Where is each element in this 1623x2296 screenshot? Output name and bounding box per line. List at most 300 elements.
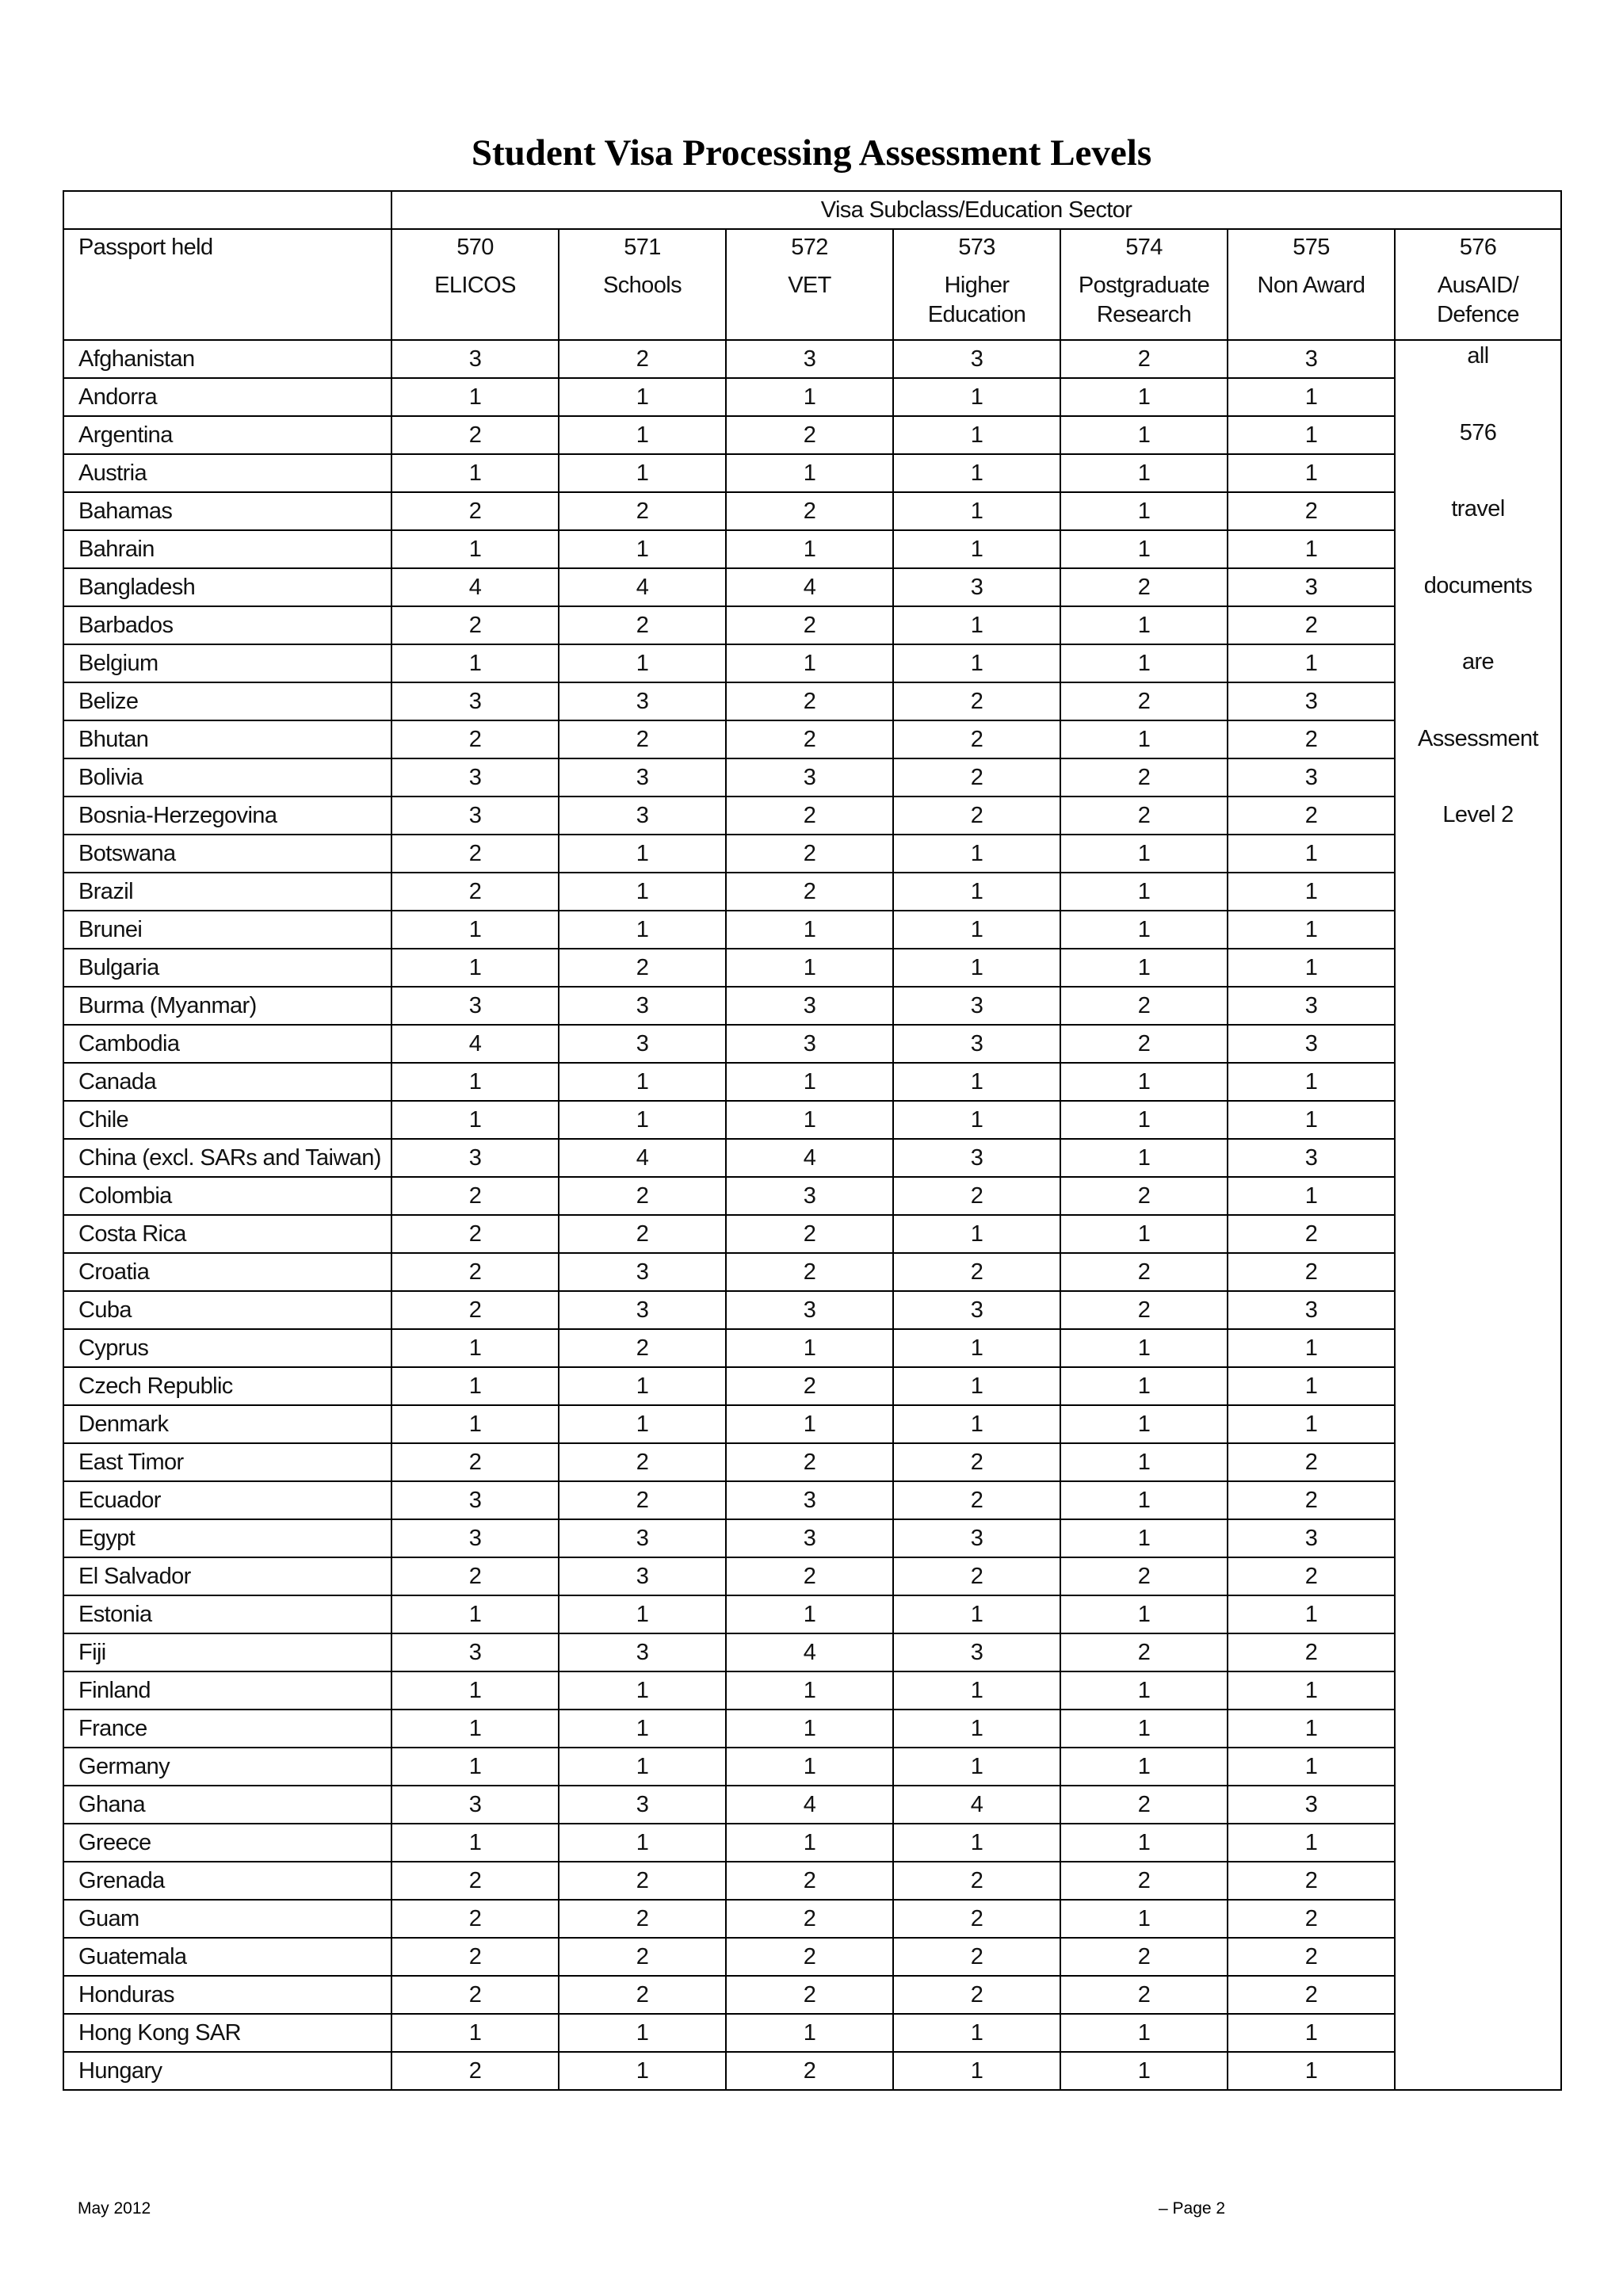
country-cell: China (excl. SARs and Taiwan) — [63, 1139, 391, 1177]
table-row — [63, 1710, 1561, 1748]
level-cell: 2 — [391, 1976, 559, 2014]
level-cell: 1 — [1060, 1443, 1228, 1481]
level-cell: 2 — [893, 1862, 1060, 1900]
level-cell: 1 — [1060, 606, 1228, 644]
level-cell: 1 — [1060, 1824, 1228, 1862]
level-cell: 1 — [726, 454, 893, 492]
level-cell: 2 — [1060, 1025, 1228, 1063]
level-cell: 3 — [1228, 568, 1395, 606]
country-cell: Bhutan — [63, 720, 391, 758]
level-cell: 2 — [559, 1443, 726, 1481]
level-cell: 2 — [559, 949, 726, 987]
sector-name: VET — [788, 273, 831, 298]
level-cell: 3 — [893, 987, 1060, 1025]
level-cell: 1 — [893, 1063, 1060, 1101]
level-cell: 1 — [1060, 949, 1228, 987]
level-cell: 1 — [1060, 1101, 1228, 1139]
level-cell: 2 — [391, 606, 559, 644]
table-row — [63, 835, 1561, 873]
level-cell: 2 — [559, 340, 726, 378]
level-cell: 1 — [559, 1367, 726, 1405]
level-cell: 2 — [1060, 1557, 1228, 1595]
level-cell: 1 — [559, 454, 726, 492]
sector-name: Non Award — [1257, 273, 1365, 298]
level-cell: 4 — [391, 1025, 559, 1063]
level-cell: 2 — [559, 1862, 726, 1900]
level-cell: 2 — [559, 492, 726, 530]
level-cell: 2 — [893, 1557, 1060, 1595]
level-cell: 1 — [1060, 1367, 1228, 1405]
level-cell: 2 — [1228, 1862, 1395, 1900]
level-cell: 1 — [893, 949, 1060, 987]
sector-code: 570 — [456, 235, 494, 260]
level-cell: 1 — [1060, 644, 1228, 682]
level-cell: 2 — [726, 873, 893, 911]
level-cell: 3 — [726, 340, 893, 378]
level-cell: 2 — [1060, 1633, 1228, 1671]
level-cell: 1 — [391, 911, 559, 949]
level-cell: 3 — [893, 1633, 1060, 1671]
level-cell: 1 — [1060, 1748, 1228, 1786]
level-cell: 2 — [726, 606, 893, 644]
level-cell: 3 — [391, 1519, 559, 1557]
level-cell: 1 — [559, 378, 726, 416]
country-cell: Egypt — [63, 1519, 391, 1557]
sector-name: Schools — [603, 273, 682, 298]
sector-header-571 — [559, 229, 726, 340]
level-cell: 2 — [391, 835, 559, 873]
level-cell: 2 — [391, 720, 559, 758]
level-cell: 4 — [726, 1633, 893, 1671]
level-cell: 2 — [726, 720, 893, 758]
level-cell: 4 — [726, 1786, 893, 1824]
level-cell: 3 — [726, 1519, 893, 1557]
country-cell: Greece — [63, 1824, 391, 1862]
level-cell: 3 — [1228, 1786, 1395, 1824]
level-cell: 2 — [726, 1900, 893, 1938]
table-row — [63, 1671, 1561, 1710]
level-cell: 1 — [893, 1824, 1060, 1862]
level-cell: 2 — [726, 492, 893, 530]
level-cell: 2 — [893, 797, 1060, 835]
sector-code: 575 — [1293, 235, 1330, 260]
level-cell: 1 — [726, 644, 893, 682]
level-cell: 3 — [893, 340, 1060, 378]
level-cell: 2 — [1228, 1215, 1395, 1253]
level-cell: 3 — [893, 568, 1060, 606]
level-cell: 1 — [893, 2014, 1060, 2052]
level-cell: 2 — [893, 682, 1060, 720]
table-row — [63, 568, 1561, 606]
table-row — [63, 1253, 1561, 1291]
level-cell: 2 — [1228, 1976, 1395, 2014]
sector-code: 571 — [624, 235, 661, 260]
note-line: all — [1467, 343, 1489, 369]
country-cell: Denmark — [63, 1405, 391, 1443]
level-cell: 2 — [391, 1938, 559, 1976]
level-cell: 1 — [559, 2052, 726, 2090]
level-cell: 1 — [893, 416, 1060, 454]
country-cell: Guatemala — [63, 1938, 391, 1976]
level-cell: 1 — [1228, 1101, 1395, 1139]
level-cell: 1 — [1228, 1177, 1395, 1215]
level-cell: 1 — [726, 1595, 893, 1633]
table-row — [63, 1976, 1561, 2014]
level-cell: 1 — [893, 835, 1060, 873]
level-cell: 3 — [726, 987, 893, 1025]
level-cell: 2 — [726, 835, 893, 873]
country-cell: Costa Rica — [63, 1215, 391, 1253]
table-row — [63, 1367, 1561, 1405]
level-cell: 1 — [726, 1710, 893, 1748]
sector-header-574 — [1060, 229, 1228, 340]
level-cell: 1 — [391, 454, 559, 492]
level-cell: 1 — [559, 416, 726, 454]
level-cell: 4 — [893, 1786, 1060, 1824]
table-row — [63, 606, 1561, 644]
table-row — [63, 1329, 1561, 1367]
level-cell: 2 — [559, 1900, 726, 1938]
level-cell: 1 — [1228, 530, 1395, 568]
level-cell: 1 — [391, 1671, 559, 1710]
level-cell: 2 — [391, 492, 559, 530]
level-cell: 1 — [391, 1824, 559, 1862]
country-cell: Belgium — [63, 644, 391, 682]
level-cell: 1 — [893, 1710, 1060, 1748]
level-cell: 1 — [1228, 1824, 1395, 1862]
table-row — [63, 378, 1561, 416]
level-cell: 2 — [1060, 1253, 1228, 1291]
level-cell: 2 — [559, 1329, 726, 1367]
level-cell: 1 — [391, 1063, 559, 1101]
country-cell: Brunei — [63, 911, 391, 949]
level-cell: 1 — [893, 378, 1060, 416]
level-cell: 2 — [726, 797, 893, 835]
note-line: are — [1461, 649, 1495, 674]
level-cell: 2 — [1228, 720, 1395, 758]
level-cell: 1 — [1228, 416, 1395, 454]
level-cell: 3 — [726, 1177, 893, 1215]
table-row — [63, 682, 1561, 720]
table-row — [63, 758, 1561, 797]
level-cell: 1 — [893, 1215, 1060, 1253]
level-cell: 1 — [559, 911, 726, 949]
level-cell: 1 — [893, 454, 1060, 492]
level-cell: 2 — [391, 1215, 559, 1253]
country-cell: Bulgaria — [63, 949, 391, 987]
table-row — [63, 530, 1561, 568]
note-line: Assessment — [1418, 725, 1538, 751]
level-cell: 1 — [1060, 1215, 1228, 1253]
note-line: Level 2 — [1442, 802, 1514, 827]
level-cell: 2 — [1060, 797, 1228, 835]
level-cell: 3 — [1228, 1139, 1395, 1177]
table-row — [63, 1595, 1561, 1633]
level-cell: 1 — [893, 492, 1060, 530]
level-cell: 2 — [1228, 1253, 1395, 1291]
level-cell: 3 — [893, 1025, 1060, 1063]
level-cell: 3 — [726, 758, 893, 797]
country-cell: Afghanistan — [63, 340, 391, 378]
level-cell: 3 — [559, 1633, 726, 1671]
level-cell: 1 — [391, 1101, 559, 1139]
level-cell: 3 — [893, 1519, 1060, 1557]
level-cell: 1 — [893, 644, 1060, 682]
level-cell: 1 — [559, 530, 726, 568]
level-cell: 2 — [893, 1938, 1060, 1976]
level-cell: 1 — [1228, 1063, 1395, 1101]
level-cell: 1 — [726, 1748, 893, 1786]
level-cell: 3 — [559, 987, 726, 1025]
level-cell: 1 — [1060, 1329, 1228, 1367]
level-cell: 4 — [559, 1139, 726, 1177]
level-cell: 2 — [391, 416, 559, 454]
table-row — [63, 1481, 1561, 1519]
note-line: documents — [1423, 572, 1533, 598]
level-cell: 1 — [1060, 835, 1228, 873]
table-row — [63, 1633, 1561, 1671]
level-cell: 3 — [391, 758, 559, 797]
level-cell: 1 — [1060, 1139, 1228, 1177]
level-cell: 2 — [1228, 797, 1395, 835]
sector-group-header: Visa Subclass/Education Sector — [391, 191, 1561, 229]
level-cell: 2 — [1228, 492, 1395, 530]
level-cell: 2 — [893, 1900, 1060, 1938]
level-cell: 2 — [1228, 1633, 1395, 1671]
level-cell: 3 — [391, 682, 559, 720]
sector-header-570 — [391, 229, 559, 340]
level-cell: 1 — [1060, 2014, 1228, 2052]
level-cell: 2 — [893, 1976, 1060, 2014]
level-cell: 1 — [391, 1710, 559, 1748]
level-cell: 2 — [559, 720, 726, 758]
level-cell: 1 — [893, 1748, 1060, 1786]
level-cell: 1 — [1060, 1063, 1228, 1101]
level-cell: 3 — [391, 1633, 559, 1671]
level-cell: 1 — [1060, 530, 1228, 568]
country-cell: Guam — [63, 1900, 391, 1938]
level-cell: 1 — [726, 949, 893, 987]
level-cell: 1 — [1060, 1481, 1228, 1519]
level-cell: 1 — [893, 530, 1060, 568]
country-cell: Hungary — [63, 2052, 391, 2090]
level-cell: 2 — [391, 1443, 559, 1481]
level-cell: 2 — [1060, 682, 1228, 720]
level-cell: 2 — [391, 873, 559, 911]
level-cell: 1 — [726, 378, 893, 416]
level-cell: 3 — [726, 1025, 893, 1063]
level-cell: 2 — [726, 1367, 893, 1405]
level-cell: 2 — [559, 1481, 726, 1519]
level-cell: 2 — [391, 1900, 559, 1938]
level-cell: 1 — [1228, 1710, 1395, 1748]
level-cell: 2 — [1060, 340, 1228, 378]
country-cell: Botswana — [63, 835, 391, 873]
country-cell: Cyprus — [63, 1329, 391, 1367]
sector-code: 574 — [1125, 235, 1163, 260]
country-cell: Argentina — [63, 416, 391, 454]
level-cell: 3 — [391, 1139, 559, 1177]
level-cell: 1 — [559, 2014, 726, 2052]
table-row — [63, 1291, 1561, 1329]
sector-name: Postgraduate Research — [1078, 273, 1210, 327]
level-cell: 4 — [726, 1139, 893, 1177]
level-cell: 3 — [559, 1557, 726, 1595]
level-cell: 3 — [1228, 1519, 1395, 1557]
level-cell: 3 — [1228, 1291, 1395, 1329]
level-cell: 1 — [1228, 1671, 1395, 1710]
level-cell: 1 — [559, 1595, 726, 1633]
level-cell: 1 — [1228, 1748, 1395, 1786]
page-title: Student Visa Processing Assessment Levels — [471, 132, 1152, 174]
level-cell: 1 — [1228, 1367, 1395, 1405]
level-cell: 3 — [1228, 758, 1395, 797]
level-cell: 1 — [391, 1367, 559, 1405]
table-row — [63, 873, 1561, 911]
table-row — [63, 1862, 1561, 1900]
country-cell: Bahamas — [63, 492, 391, 530]
level-cell: 1 — [1228, 949, 1395, 987]
level-cell: 1 — [1060, 492, 1228, 530]
level-cell: 2 — [559, 1976, 726, 2014]
sector-name: AusAID/ Defence — [1437, 273, 1519, 327]
country-cell: Honduras — [63, 1976, 391, 2014]
level-cell: 1 — [726, 1405, 893, 1443]
level-cell: 1 — [1228, 378, 1395, 416]
level-cell: 2 — [893, 1177, 1060, 1215]
level-cell: 1 — [893, 1671, 1060, 1710]
level-cell: 1 — [1228, 2014, 1395, 2052]
level-cell: 3 — [893, 1139, 1060, 1177]
level-cell: 1 — [726, 2014, 893, 2052]
footer-page-number: – Page 2 — [1159, 2199, 1226, 2218]
level-cell: 1 — [1060, 1519, 1228, 1557]
level-cell: 2 — [1228, 1443, 1395, 1481]
country-cell: Bolivia — [63, 758, 391, 797]
table-row — [63, 1177, 1561, 1215]
level-cell: 1 — [559, 1671, 726, 1710]
level-cell: 2 — [1060, 1291, 1228, 1329]
level-cell: 3 — [726, 1481, 893, 1519]
country-cell: Fiji — [63, 1633, 391, 1671]
level-cell: 2 — [1060, 1862, 1228, 1900]
level-cell: 2 — [559, 606, 726, 644]
level-cell: 1 — [559, 1824, 726, 1862]
country-cell: Ghana — [63, 1786, 391, 1824]
country-cell: Czech Republic — [63, 1367, 391, 1405]
level-cell: 2 — [726, 1557, 893, 1595]
sector-header-572 — [726, 229, 893, 340]
level-cell: 1 — [726, 1101, 893, 1139]
level-cell: 1 — [1060, 1900, 1228, 1938]
sector-header-575 — [1228, 229, 1395, 340]
table-row — [63, 644, 1561, 682]
level-cell: 1 — [893, 1101, 1060, 1139]
level-cell: 2 — [893, 1481, 1060, 1519]
level-cell: 1 — [391, 1329, 559, 1367]
level-cell: 3 — [559, 1025, 726, 1063]
table-row — [63, 1139, 1561, 1177]
level-cell: 1 — [726, 1063, 893, 1101]
level-cell: 2 — [1060, 1786, 1228, 1824]
footer-date: May 2012 — [78, 2199, 151, 2218]
country-cell: Grenada — [63, 1862, 391, 1900]
level-cell: 1 — [391, 949, 559, 987]
table-row — [63, 492, 1561, 530]
level-cell: 1 — [1060, 2052, 1228, 2090]
level-cell: 3 — [1228, 1025, 1395, 1063]
level-cell: 2 — [391, 1177, 559, 1215]
level-cell: 1 — [559, 1748, 726, 1786]
level-cell: 1 — [1228, 835, 1395, 873]
level-cell: 4 — [559, 568, 726, 606]
country-cell: Barbados — [63, 606, 391, 644]
table-row — [63, 1405, 1561, 1443]
level-cell: 2 — [726, 1862, 893, 1900]
level-cell: 2 — [391, 1291, 559, 1329]
table-row — [63, 1215, 1561, 1253]
country-cell: Hong Kong SAR — [63, 2014, 391, 2052]
level-cell: 1 — [1060, 454, 1228, 492]
note-line: travel — [1451, 496, 1505, 521]
blank-corner-cell — [63, 191, 391, 229]
level-cell: 1 — [559, 1101, 726, 1139]
table-row — [63, 2052, 1561, 2090]
level-cell: 2 — [893, 720, 1060, 758]
table-row — [63, 1900, 1561, 1938]
level-cell: 2 — [391, 1862, 559, 1900]
level-cell: 1 — [1228, 1405, 1395, 1443]
level-cell: 2 — [726, 1443, 893, 1481]
level-cell: 3 — [559, 1519, 726, 1557]
level-cell: 1 — [726, 1671, 893, 1710]
level-cell: 1 — [1228, 2052, 1395, 2090]
table-row — [63, 416, 1561, 454]
level-cell: 2 — [726, 1976, 893, 2014]
level-cell: 1 — [559, 1405, 726, 1443]
level-cell: 2 — [893, 1443, 1060, 1481]
level-cell: 2 — [559, 1938, 726, 1976]
level-cell: 3 — [391, 340, 559, 378]
level-cell: 1 — [559, 1063, 726, 1101]
level-cell: 3 — [391, 987, 559, 1025]
level-cell: 4 — [391, 568, 559, 606]
table-row — [63, 987, 1561, 1025]
country-cell: Austria — [63, 454, 391, 492]
country-cell: Finland — [63, 1671, 391, 1710]
level-cell: 2 — [1060, 568, 1228, 606]
level-cell: 1 — [1228, 644, 1395, 682]
level-cell: 1 — [559, 644, 726, 682]
table-row — [63, 340, 1561, 378]
level-cell: 1 — [893, 911, 1060, 949]
table-row — [63, 720, 1561, 758]
sector-code: 572 — [791, 235, 828, 260]
level-cell: 2 — [1060, 987, 1228, 1025]
level-cell: 1 — [893, 1329, 1060, 1367]
sector-header-576 — [1395, 229, 1561, 340]
level-cell: 2 — [1060, 1177, 1228, 1215]
sector-header-573 — [893, 229, 1060, 340]
level-cell: 2 — [391, 1557, 559, 1595]
level-cell: 4 — [726, 568, 893, 606]
level-cell: 1 — [559, 835, 726, 873]
sector-code: 573 — [958, 235, 995, 260]
level-cell: 1 — [1228, 1595, 1395, 1633]
country-cell: Burma (Myanmar) — [63, 987, 391, 1025]
country-cell: East Timor — [63, 1443, 391, 1481]
level-cell: 1 — [391, 1595, 559, 1633]
